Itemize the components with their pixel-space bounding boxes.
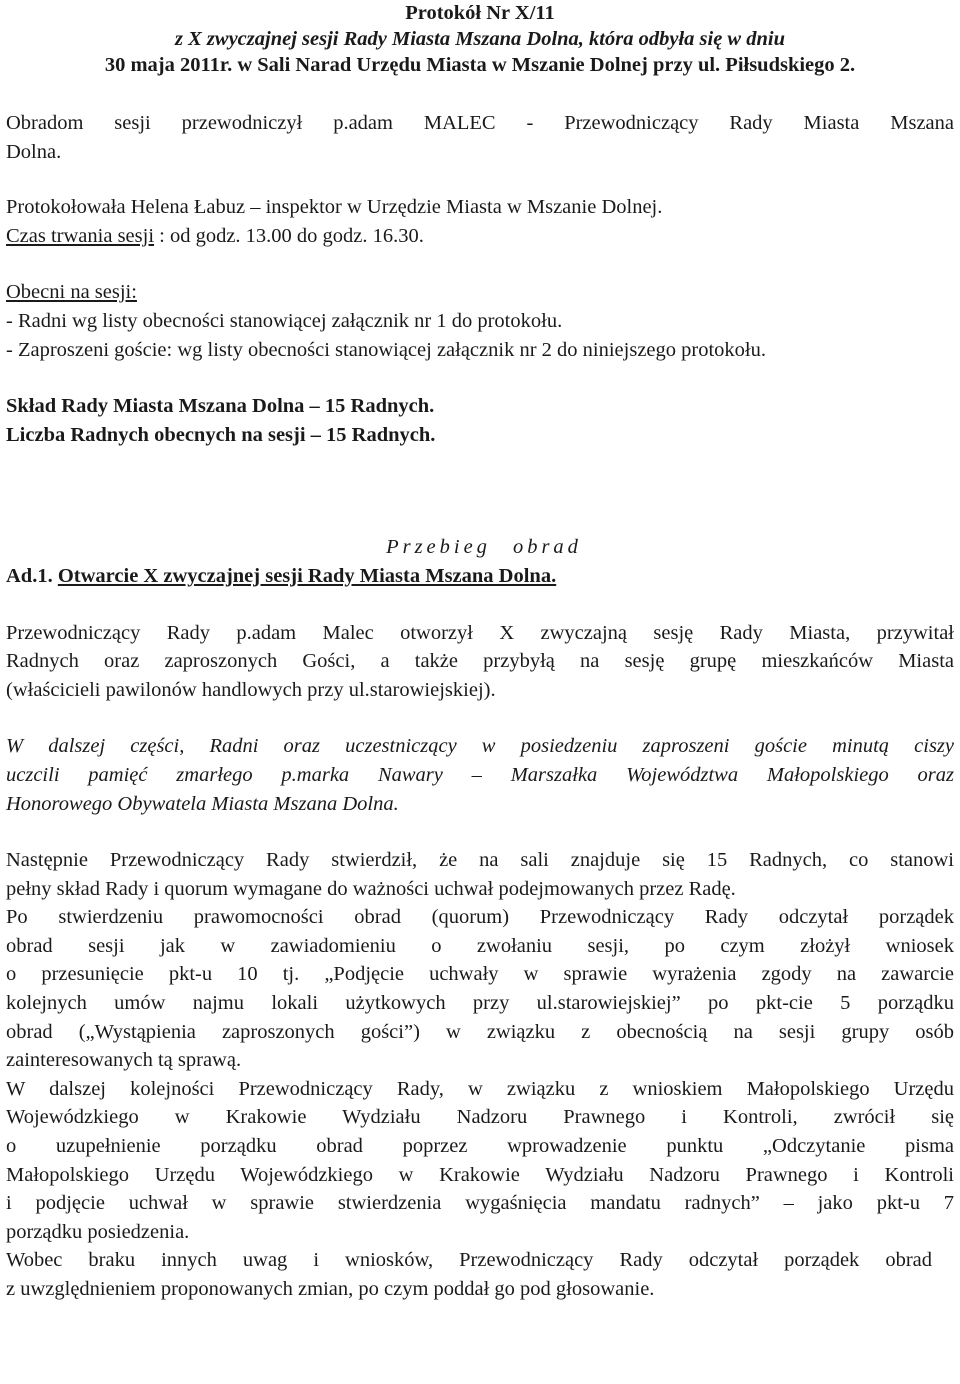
paragraph-minute-of-silence bbox=[6, 732, 954, 818]
chair-line-2: Dolna. bbox=[6, 140, 62, 163]
paragraph-line: Po stwierdzeniu prawomocności obrad (quorum) Przewodniczący Rady odczytał porządek bbox=[6, 906, 954, 929]
paragraph-line: Honorowego Obywatela Miasta Mszana Dolna. bbox=[6, 792, 399, 815]
paragraph-line: W dalszej kolejności Przewodniczący Rady, w związku z wnioskiem Małopolskiego Urzędu bbox=[6, 1077, 954, 1100]
paragraph-line: Wobec braku innych uwag i wniosków, Przewodniczący Rady odczytał porządek obrad bbox=[6, 1249, 932, 1272]
duration-line bbox=[6, 222, 954, 251]
paragraph-line: i podjęcie uchwał w sprawie stwierdzenia wygaśnięcia mandatu radnych” – jako pkt-u 7 bbox=[6, 1192, 954, 1215]
paragraph-line: uczcili pamięć zmarłego p.marka Nawary – Marszałka Województwa Małopolskiego oraz bbox=[6, 763, 954, 786]
paragraph-vote bbox=[6, 1246, 954, 1303]
section-heading bbox=[6, 533, 954, 562]
paragraph-line: porządku posiedzenia. bbox=[6, 1220, 190, 1243]
present-label-text: Obecni na sesji: bbox=[6, 281, 137, 304]
paragraph-line: obrad („Wystąpienia zaproszonych gości”) w związku z obecnością na sesji grupy osób bbox=[6, 1020, 954, 1043]
paragraph-line: kolejnych umów najmu lokali użytkowych przy ul.starowiejskiej” po pkt-cie 5 porządku bbox=[6, 992, 954, 1015]
session-subtitle-line-2 bbox=[6, 52, 954, 78]
agenda-item-1-number: Ad.1. bbox=[6, 564, 53, 587]
session-date-location: 30 maja 2011r. w Sali Narad Urzędu Miasta w Mszanie Dolnej przy ul. Piłsudskiego 2. bbox=[104, 54, 856, 76]
paragraph-line: z uwzględnieniem proponowanych zmian, po czym poddał go pod głosowanie. bbox=[6, 1278, 655, 1300]
recorder-line: Protokołowała Helena Łabuz – inspektor w Urzędzie Miasta w Mszanie Dolnej. bbox=[6, 196, 663, 219]
paragraph-line: Małopolskiego Urzędu Wojewódzkiego w Krakowie Wydziału Nadzoru Prawnego i Kontroli bbox=[6, 1163, 954, 1186]
paragraph-quorum bbox=[6, 846, 954, 903]
paragraph-line: zainteresowanych tą sprawą. bbox=[6, 1049, 242, 1072]
paragraph-agenda-supplement bbox=[6, 1075, 954, 1247]
paragraph-line: obrad sesji jak w zawiadomieniu o zwołaniu sesji, po czym złożył wniosek bbox=[6, 934, 954, 957]
present-item-guests: - Zaproszeni goście: wg listy obecności stanowiącej załącznik nr 2 do niniejszego protokołu. bbox=[6, 338, 766, 361]
paragraph-agenda-change bbox=[6, 903, 954, 1075]
paragraph-opening bbox=[6, 619, 954, 705]
document-title: Protokół Nr X/11 bbox=[405, 2, 555, 24]
duration-value: : od godz. 13.00 do godz. 16.30. bbox=[154, 224, 424, 247]
paragraph-line: Wojewódzkiego w Krakowie Wydziału Nadzoru Prawnego i Kontroli, zwrócił się bbox=[6, 1106, 954, 1129]
council-attendance: Liczba Radnych obecnych na sesji – 15 Radnych. bbox=[6, 423, 436, 446]
paragraph-line: (właścicieli pawilonów handlowych przy ul.starowiejskiej). bbox=[6, 678, 496, 701]
present-label bbox=[6, 278, 954, 307]
paragraph-line: W dalszej części, Radni oraz uczestniczący w posiedzeniu zaproszeni goście minutą ciszy bbox=[6, 735, 954, 758]
agenda-item-1 bbox=[6, 562, 954, 591]
paragraph-line: o przesunięcie pkt-u 10 tj. „Podjęcie uchwały w sprawie wyrażenia zgody na zawarcie bbox=[6, 963, 954, 986]
council-composition: Skład Rady Miasta Mszana Dolna – 15 Radnych. bbox=[6, 395, 435, 418]
paragraph-line: Radnych oraz zaproszonych Gości, a także przybyłą na sesję grupę mieszkańców Miasta bbox=[6, 650, 954, 673]
paragraph-line: Przewodniczący Rady p.adam Malec otworzył X zwyczajną sesję Rady Miasta, przywitał bbox=[6, 621, 954, 644]
agenda-item-1-title: Otwarcie X zwyczajnej sesji Rady Miasta Mszana Dolna. bbox=[57, 564, 557, 587]
paragraph-line: Następnie Przewodniczący Rady stwierdził, że na sali znajduje się 15 Radnych, co stanowi bbox=[6, 849, 954, 872]
session-subtitle-line-1: z X zwyczajnej sesji Rady Miasta Mszana Dolna, która odbyła się w dniu bbox=[175, 28, 785, 50]
chair-line-1: Obradom sesji przewodniczył p.adam MALEC - Przewodniczący Rady Miasta Mszana bbox=[6, 112, 954, 134]
paragraph-line: o uzupełnienie porządku obrad poprzez wprowadzenie punktu „Odczytanie pisma bbox=[6, 1135, 954, 1158]
section-heading-word-1: Przebieg bbox=[386, 536, 491, 559]
present-item-councillors: - Radni wg listy obecności stanowiącej załącznik nr 1 do protokołu. bbox=[6, 309, 563, 332]
section-heading-word-2: obrad bbox=[512, 536, 582, 559]
paragraph-line: pełny skład Rady i quorum wymagane do ważności uchwał podejmowanych przez Radę. bbox=[6, 877, 736, 900]
document-header bbox=[6, 0, 954, 78]
duration-label: Czas trwania sesji bbox=[6, 224, 155, 247]
